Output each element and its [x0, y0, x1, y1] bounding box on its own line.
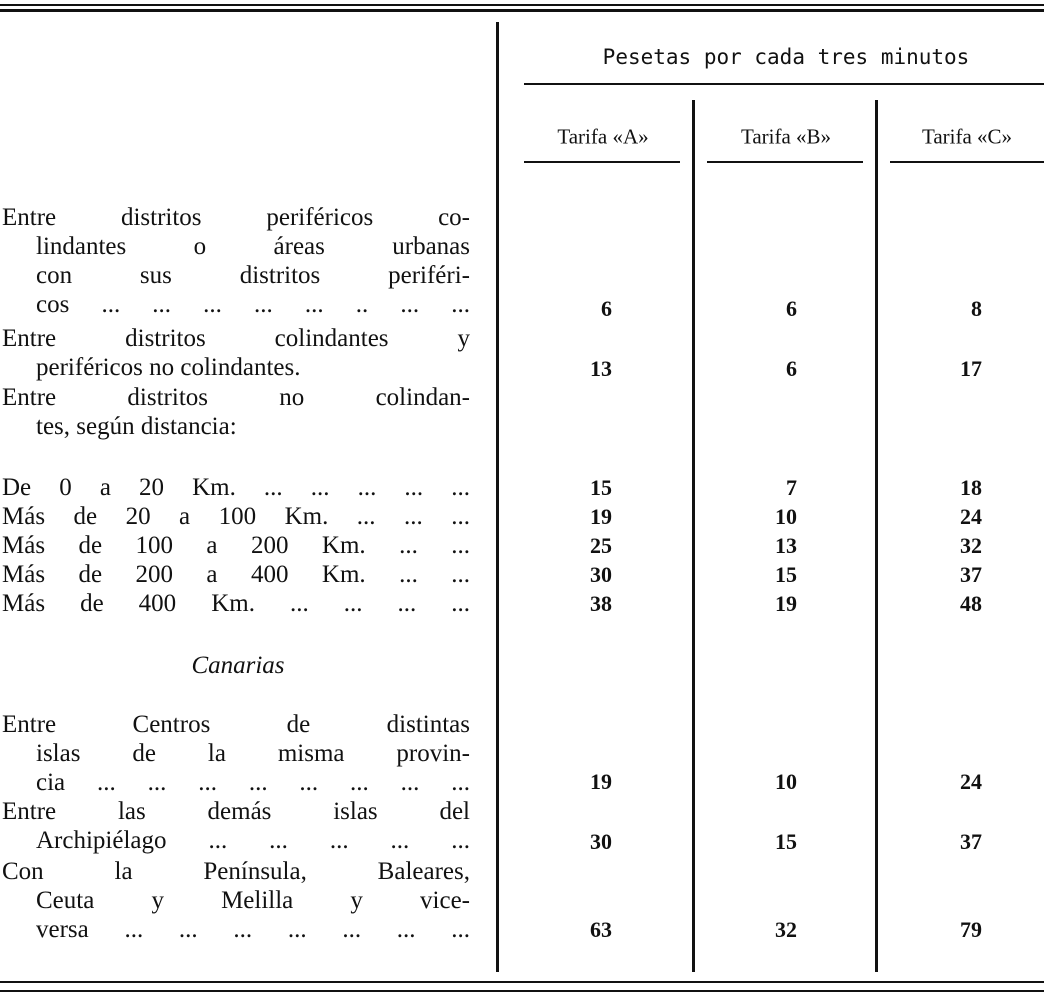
column-header-b: Tarifa «B» [740, 124, 832, 149]
cell-tarifa-a: 63 [590, 917, 612, 942]
cell-tarifa-b: 6 [786, 296, 797, 321]
cell-tarifa-a: 19 [590, 504, 612, 529]
row-label-line: islas de la misma provin- [36, 740, 470, 767]
cell-tarifa-c: 8 [971, 296, 982, 321]
bottom-rule-2 [0, 990, 1044, 992]
cell-tarifa-a: 15 [590, 475, 612, 500]
cell-tarifa-c: 48 [960, 591, 982, 616]
cell-tarifa-b: 6 [786, 356, 797, 381]
row-label-line: Entre Centros de distintas [2, 711, 470, 738]
cell-tarifa-a: 13 [590, 356, 612, 381]
row-label-line: Más de 400 Km. ... ... ... ... [2, 590, 470, 617]
cell-tarifa-b: 19 [775, 591, 797, 616]
row-label-line: cos ... ... ... ... ... .. ... ... [36, 291, 470, 318]
cell-tarifa-c: 32 [960, 533, 982, 558]
row-label-line: tes, según distancia: [36, 413, 237, 440]
row-label-line: Entre distritos no colindan- [2, 384, 470, 411]
cell-tarifa-a: 38 [590, 591, 612, 616]
row-label-line: Con la Península, Baleares, [2, 858, 470, 885]
cell-tarifa-a: 6 [601, 296, 612, 321]
row-label-line: lindantes o áreas urbanas [36, 233, 470, 260]
col-b-underline [707, 161, 863, 163]
cell-tarifa-a: 30 [590, 829, 612, 854]
column-divider-bc [875, 100, 878, 972]
cell-tarifa-b: 7 [786, 475, 797, 500]
cell-tarifa-a: 30 [590, 562, 612, 587]
cell-tarifa-c: 24 [960, 769, 982, 794]
cell-tarifa-b: 10 [775, 504, 797, 529]
cell-tarifa-b: 15 [775, 562, 797, 587]
row-label-line: versa ... ... ... ... ... ... ... [36, 916, 470, 943]
row-label-line: Más de 200 a 400 Km. ... ... [2, 561, 470, 588]
row-label-line: Más de 20 a 100 Km. ... ... ... [2, 503, 470, 530]
row-label-line: Entre las demás islas del [2, 798, 470, 825]
cell-tarifa-c: 24 [960, 504, 982, 529]
row-label-line: Entre distritos periféricos co- [2, 204, 470, 231]
stub-divider [496, 22, 499, 972]
cell-tarifa-c: 18 [960, 475, 982, 500]
row-label-line: periféricos no colindantes. [36, 354, 301, 381]
row-label-line: Entre distritos colindantes y [2, 325, 470, 352]
cell-tarifa-c: 17 [960, 356, 982, 381]
column-divider-ab [692, 100, 695, 972]
group-header: Pesetas por cada tres minutos [602, 45, 970, 69]
cell-tarifa-b: 32 [775, 917, 797, 942]
col-a-underline [524, 161, 680, 163]
column-header-a: Tarifa «A» [557, 124, 649, 149]
group-underline [524, 83, 1044, 85]
cell-tarifa-a: 19 [590, 769, 612, 794]
row-label-line: Más de 100 a 200 Km. ... ... [2, 532, 470, 559]
section-heading-canarias: Canarias [191, 652, 285, 679]
row-label-line: con sus distritos periféri- [36, 262, 470, 289]
row-label-line: Ceuta y Melilla y vice- [36, 887, 470, 914]
cell-tarifa-a: 25 [590, 533, 612, 558]
row-label-line: cia ... ... ... ... ... ... ... ... [36, 769, 470, 796]
cell-tarifa-c: 79 [960, 917, 982, 942]
column-header-c: Tarifa «C» [921, 124, 1013, 149]
top-rule-thick [0, 9, 1044, 12]
cell-tarifa-b: 15 [775, 829, 797, 854]
col-c-underline [890, 161, 1044, 163]
top-rule [0, 4, 1044, 6]
cell-tarifa-c: 37 [960, 562, 982, 587]
cell-tarifa-c: 37 [960, 829, 982, 854]
row-label-line: Archipiélago ... ... ... ... ... [36, 827, 470, 854]
row-label-line: De 0 a 20 Km. ... ... ... ... ... [2, 474, 470, 501]
bottom-rule [0, 981, 1044, 983]
cell-tarifa-b: 10 [775, 769, 797, 794]
cell-tarifa-b: 13 [775, 533, 797, 558]
